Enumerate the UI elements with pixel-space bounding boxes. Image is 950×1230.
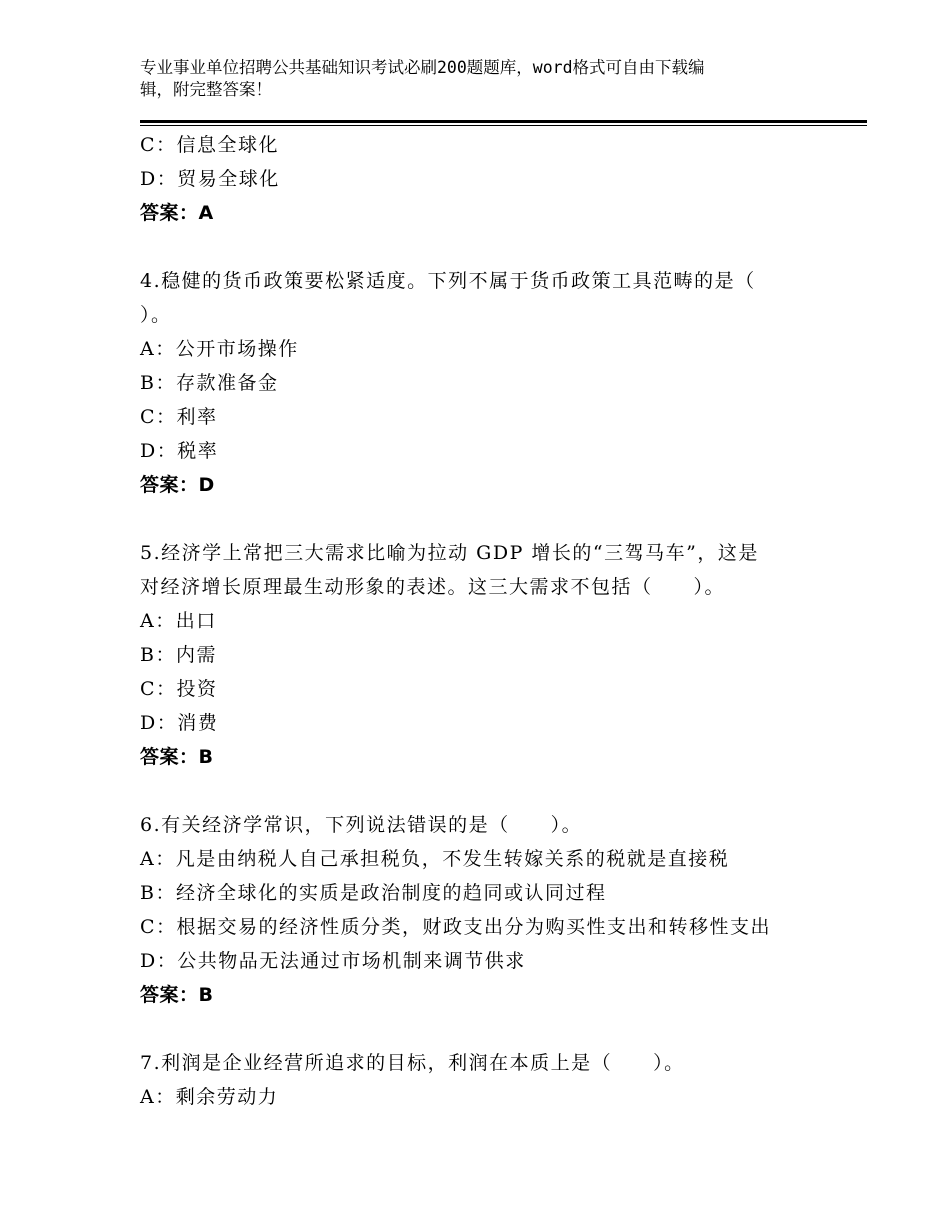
- question-block-5: [140, 536, 860, 774]
- option-b: B：经济全球化的实质是政治制度的趋同或认同过程: [140, 882, 607, 904]
- spacer: [140, 1012, 860, 1046]
- spacer: [140, 230, 860, 264]
- option-c: C：信息全球化: [140, 134, 280, 156]
- answer-label: 答案：B: [140, 984, 214, 1006]
- question-stem: 5.经济学上常把三大需求比喻为拉动 GDP 增长的“三驾马车”，这是: [140, 542, 759, 564]
- question-stem: 4.稳健的货币政策要松紧适度。下列不属于货币政策工具范畴的是（: [140, 270, 756, 292]
- option-a: A：凡是由纳税人自己承担税负，不发生转嫁关系的税就是直接税: [140, 848, 730, 870]
- question-block-7: [140, 1046, 860, 1114]
- document-header: [140, 57, 790, 101]
- question-block-6: [140, 808, 860, 1012]
- option-a: A：剩余劳动力: [140, 1086, 279, 1108]
- option-a: A：出口: [140, 610, 217, 632]
- spacer: [140, 502, 860, 536]
- option-d: D：贸易全球化: [140, 168, 280, 190]
- question-block-prev: [140, 128, 860, 230]
- answer-label: 答案：A: [140, 202, 214, 224]
- question-stem: 7.利润是企业经营所追求的目标，利润在本质上是（ ）。: [140, 1052, 685, 1074]
- header-line-2: 辑，附完整答案！: [140, 80, 272, 99]
- question-stem-cont: ）。: [140, 304, 172, 326]
- answer-label: 答案：D: [140, 474, 215, 496]
- option-a: A：公开市场操作: [140, 338, 299, 360]
- option-d: D：公共物品无法通过市场机制来调节供求: [140, 950, 526, 972]
- question-list: [140, 128, 860, 1114]
- option-c: C：利率: [140, 406, 218, 428]
- header-divider-thick: [140, 120, 867, 123]
- question-block-4: [140, 264, 860, 502]
- option-b: B：存款准备金: [140, 372, 279, 394]
- option-d: D：消费: [140, 712, 219, 734]
- header-line-1: 专业事业单位招聘公共基础知识考试必刷200题题库，word格式可自由下载编: [140, 58, 705, 77]
- question-stem-cont: 对经济增长原理最生动形象的表述。这三大需求不包括（ ）。: [140, 576, 726, 598]
- header-divider-thin: [140, 125, 867, 126]
- answer-label: 答案：B: [140, 746, 214, 768]
- question-stem: 6.有关经济学常识，下列说法错误的是（ ）。: [140, 814, 583, 836]
- spacer: [140, 774, 860, 808]
- option-c: C：投资: [140, 678, 218, 700]
- option-c: C：根据交易的经济性质分类，财政支出分为购买性支出和转移性支出: [140, 916, 772, 938]
- option-d: D：税率: [140, 440, 219, 462]
- option-b: B：内需: [140, 644, 217, 666]
